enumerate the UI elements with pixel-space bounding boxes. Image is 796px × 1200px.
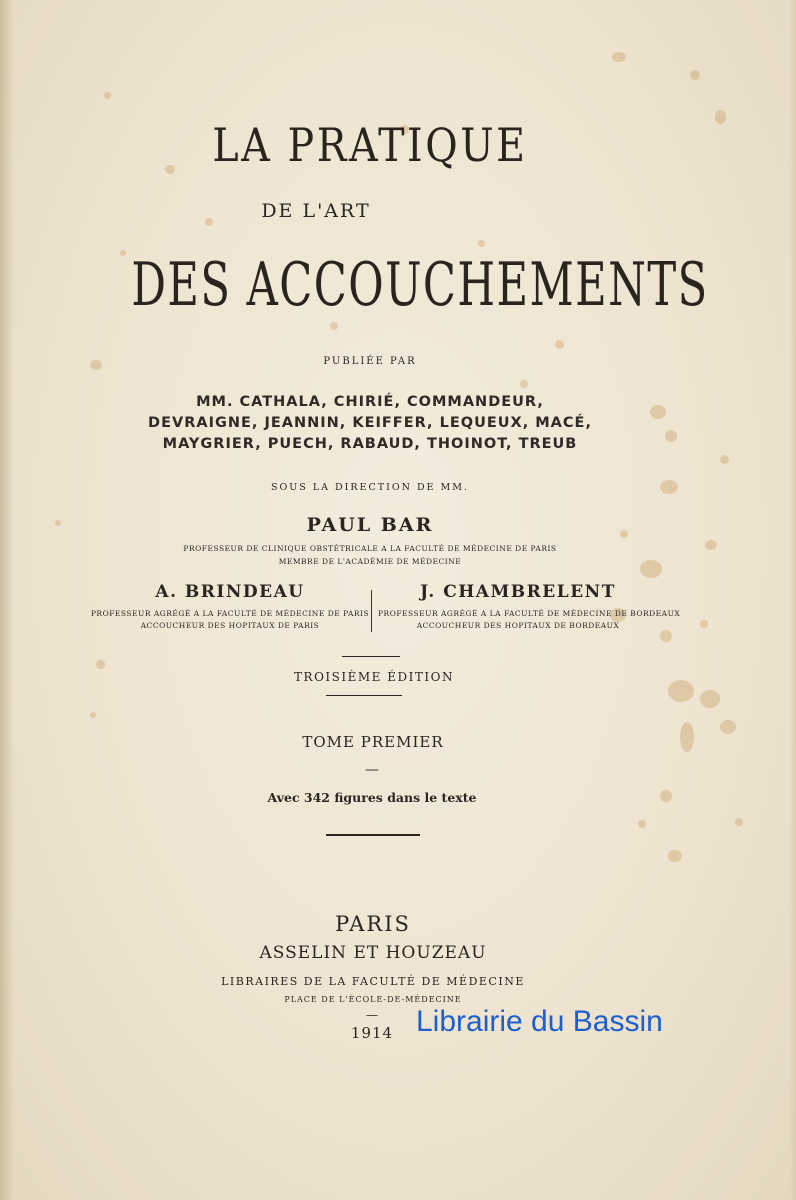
published-by: PUBLIÉE PAR — [323, 356, 417, 367]
director-title-2: MEMBRE DE L'ACADÉMIE DE MÉDECINE — [278, 557, 462, 566]
foxing-spot — [700, 620, 708, 628]
foxing-spot — [668, 850, 682, 862]
foxing-spot — [700, 690, 720, 708]
co-director-title-2: ACCOUCHEUR DES HOPITAUX DE PARIS — [140, 621, 320, 630]
foxing-spot — [555, 340, 564, 349]
column-divider — [371, 590, 372, 632]
foxing-spot — [612, 52, 626, 62]
co-director-title-1: PROFESSEUR AGRÉGÉ A LA FACULTÉ DE MÉDECINE DE PARIS — [90, 609, 370, 618]
authors-line-1: MM. CATHALA, CHIRIÉ, COMMANDEUR, — [196, 394, 544, 410]
co-director-title-2: ACCOUCHEUR DES HOPITAUX DE BORDEAUX — [416, 621, 620, 630]
co-director-name: J. CHAMBRELENT — [420, 582, 616, 602]
foxing-spot — [104, 92, 111, 99]
dash: — — [366, 1008, 378, 1022]
title-line-2: DE L'ART — [261, 200, 371, 222]
co-director-left — [90, 582, 370, 630]
seller-watermark: Librairie du Bassin — [416, 1005, 663, 1038]
authors-line-3: MAYGRIER, PUECH, RABAUD, THOINOT, TREUB — [162, 436, 578, 452]
dash: — — [365, 762, 379, 778]
foxing-spot — [690, 70, 700, 80]
rule — [326, 834, 420, 836]
page-edge — [790, 0, 796, 1200]
co-director-name: A. BRINDEAU — [155, 582, 305, 602]
publisher-address: PLACE DE L'ÉCOLE-DE-MÉDECINE — [284, 995, 462, 1004]
rule — [342, 656, 400, 657]
foxing-spot — [720, 720, 736, 734]
title-line-1: LA PRATIQUE — [212, 118, 528, 172]
foxing-spot — [520, 380, 528, 388]
co-director-right — [378, 582, 681, 630]
foxing-spot — [735, 818, 743, 826]
figures-note: Avec 342 figures dans le texte — [267, 790, 477, 805]
director-name: PAUL BAR — [306, 514, 434, 536]
foxing-spot — [715, 110, 726, 124]
title-line-3: DES ACCOUCHEMENTS — [131, 250, 709, 320]
foxing-spot — [660, 630, 672, 642]
edition: TROISIÈME ÉDITION — [294, 670, 454, 684]
foxing-spot — [638, 820, 646, 828]
authors-line-2: DEVRAIGNE, JEANNIN, KEIFFER, LEQUEUX, MACÉ, — [148, 415, 592, 431]
rule — [326, 695, 402, 696]
publisher-name: ASSELIN ET HOUZEAU — [259, 943, 487, 963]
publication-year: 1914 — [350, 1024, 394, 1042]
publisher-city: PARIS — [335, 912, 411, 936]
foxing-spot — [720, 455, 729, 464]
co-director-title-1: PROFESSEUR AGRÉGÉ A LA FACULTÉ DE MÉDECINE DE BORDEAUX — [378, 609, 681, 618]
publisher-line: LIBRAIRES DE LA FACULTÉ DE MÉDECINE — [221, 975, 525, 988]
director-title-1: PROFESSEUR DE CLINIQUE OBSTÉTRICALE A LA FACULTÉ DE MÉDECINE DE PARIS — [183, 544, 557, 553]
direction-label: SOUS LA DIRECTION DE MM. — [270, 482, 469, 493]
foxing-spot — [330, 322, 338, 330]
volume: TOME PREMIER — [302, 733, 444, 751]
foxing-spot — [90, 712, 96, 718]
foxing-spot — [96, 660, 105, 669]
foxing-spot — [478, 240, 485, 247]
